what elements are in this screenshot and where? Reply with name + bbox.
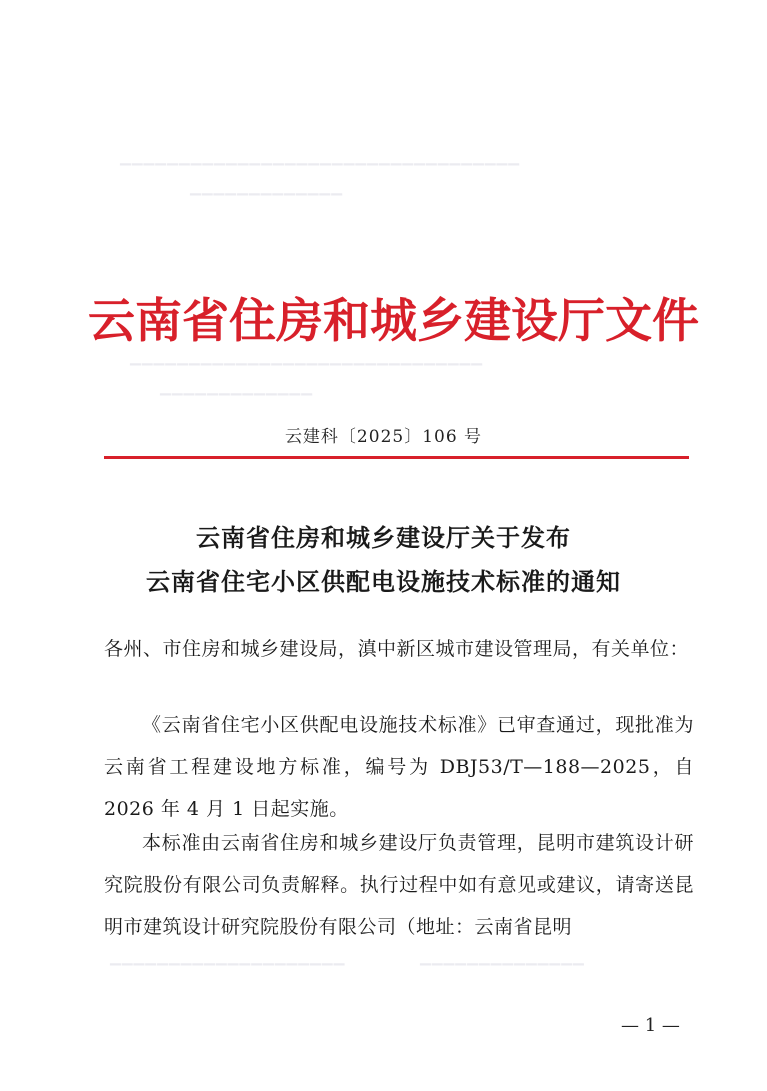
show-through-text: ▁▁▁▁▁▁▁▁▁▁▁▁▁▁ [420, 950, 585, 966]
document-number: 云建科〔2025〕106 号 [284, 427, 483, 447]
notice-title-line-2: 云南省住宅小区供配电设施技术标准的通知 [146, 567, 621, 596]
body-paragraph-1: 《云南省住宅小区供配电设施技术标准》已审查通过，现批准为云南省工程建设地方标准，编号为 DBJ53/T—188—2025，自 2026 年 4 月 1 日起实施。 [104, 714, 694, 820]
red-divider [104, 456, 689, 459]
page-number: — 1 — [621, 1015, 680, 1036]
show-through-text: ▁▁▁▁▁▁▁▁▁▁▁▁▁ [160, 380, 313, 396]
show-through-text: ▁▁▁▁▁▁▁▁▁▁▁▁▁▁▁▁▁▁▁▁▁▁▁▁▁▁▁▁▁▁ [130, 350, 483, 366]
body-paragraph-2: 本标准由云南省住房和城乡建设厅负责管理，昆明市建筑设计研究院股份有限公司负责解释。执行过程中如有意见或建议，请寄送昆明市建筑设计研究院股份有限公司（地址：云南省昆明 [104, 832, 694, 938]
show-through-text: ▁▁▁▁▁▁▁▁▁▁▁▁▁ [190, 180, 343, 196]
addressee-paragraph: 各州、市住房和城乡建设局，滇中新区城市建设管理局，有关单位： [104, 638, 690, 660]
document-issuer-title: 云南省住房和城乡建设厅文件 [88, 294, 699, 349]
show-through-text: ▁▁▁▁▁▁▁▁▁▁▁▁▁▁▁▁▁▁▁▁▁▁▁▁▁▁▁▁▁▁▁▁▁▁ [120, 150, 521, 166]
show-through-text: ▁▁▁▁▁▁▁▁▁▁▁▁▁▁▁▁▁▁▁▁ [110, 950, 346, 966]
notice-title-line-1: 云南省住房和城乡建设厅关于发布 [196, 523, 571, 552]
